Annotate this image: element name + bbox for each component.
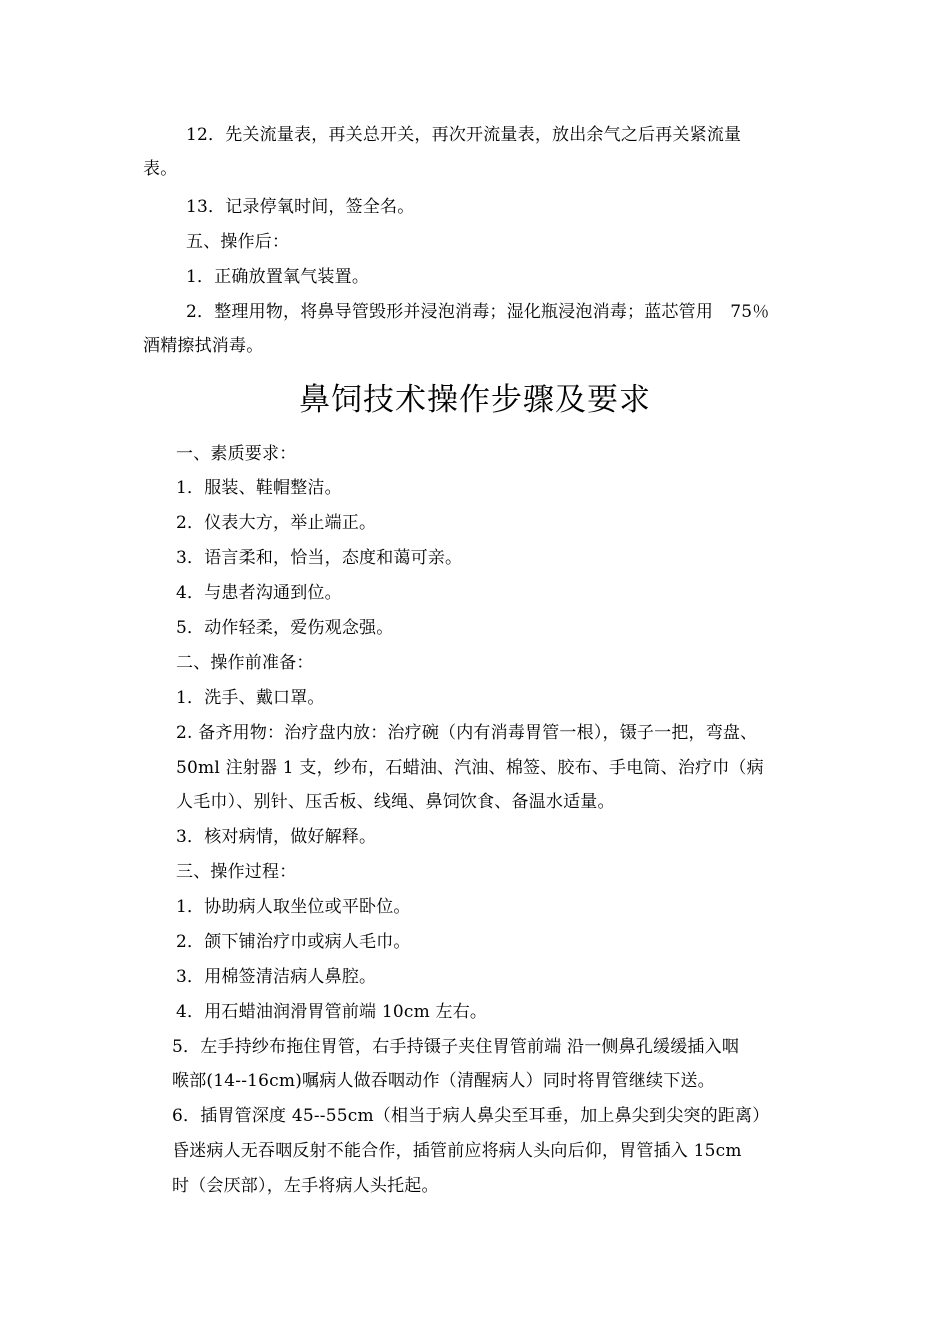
text-line: 1．服装、鞋帽整洁。 — [176, 478, 342, 498]
text-line: 3．用棉签清洁病人鼻腔。 — [176, 967, 377, 987]
text-line: 表。 — [143, 159, 178, 179]
heading-line: 三、操作过程： — [176, 862, 297, 882]
text-line: 1．洗手、戴口罩。 — [176, 688, 325, 708]
text-line: 2. 备齐用物：治疗盘内放：治疗碗（内有消毒胃管一根），镊子一把，弯盘、 — [176, 723, 758, 743]
text-line: 喉部(14--16cm)嘱病人做吞咽动作（清醒病人）同时将胃管继续下送。 — [172, 1071, 715, 1091]
text-line: 时（会厌部），左手将病人头托起。 — [172, 1176, 439, 1196]
text-line: 1．正确放置氧气装置。 — [186, 267, 370, 287]
heading-line: 二、操作前准备： — [176, 653, 314, 673]
text-line: 1．协助病人取坐位或平卧位。 — [176, 897, 411, 917]
text-line: 2．颌下铺治疗巾或病人毛巾。 — [176, 932, 411, 952]
text-line: 12．先关流量表，再关总开关，再次开流量表，放出余气之后再关紧流量 — [186, 125, 742, 145]
text-line: 五、操作后： — [186, 232, 290, 252]
text-line: 4．与患者沟通到位。 — [176, 583, 342, 603]
heading-line: 一、素质要求： — [176, 444, 297, 464]
text-line: 3．语言柔和，恰当，态度和蔼可亲。 — [176, 548, 463, 568]
text-line: 人毛巾）、别针、压舌板、线绳、鼻饲饮食、备温水适量。 — [176, 792, 615, 812]
text-line: 昏迷病人无吞咽反射不能合作，插管前应将病人头向后仰，胃管插入 15cm — [172, 1141, 742, 1161]
text-line: 2．整理用物，将鼻导管毁形并浸泡消毒；湿化瓶浸泡消毒；蓝芯管用 75％ — [186, 302, 770, 322]
text-line: 2．仪表大方，举止端正。 — [176, 513, 377, 533]
text-line: 5．左手持纱布拖住胃管，右手持镊子夹住胃管前端 沿一侧鼻孔缓缓插入咽 — [172, 1037, 740, 1057]
text-line: 5．动作轻柔，爱伤观念强。 — [176, 618, 394, 638]
text-line: 3．核对病情，做好解释。 — [176, 827, 377, 847]
text-line: 50ml 注射器 1 支，纱布，石蜡油、汽油、棉签、胶布、手电筒、治疗巾（病 — [176, 758, 764, 778]
text-line: 4．用石蜡油润滑胃管前端 10cm 左右。 — [176, 1002, 488, 1022]
text-line: 6．插胃管深度 45--55cm（相当于病人鼻尖至耳垂，加上鼻尖到尖突的距离） — [172, 1106, 770, 1126]
text-line: 13．记录停氧时间，签全名。 — [186, 197, 415, 217]
text-line: 酒精擦拭消毒。 — [143, 336, 264, 356]
page-title: 鼻饲技术操作步骤及要求 — [299, 382, 651, 418]
